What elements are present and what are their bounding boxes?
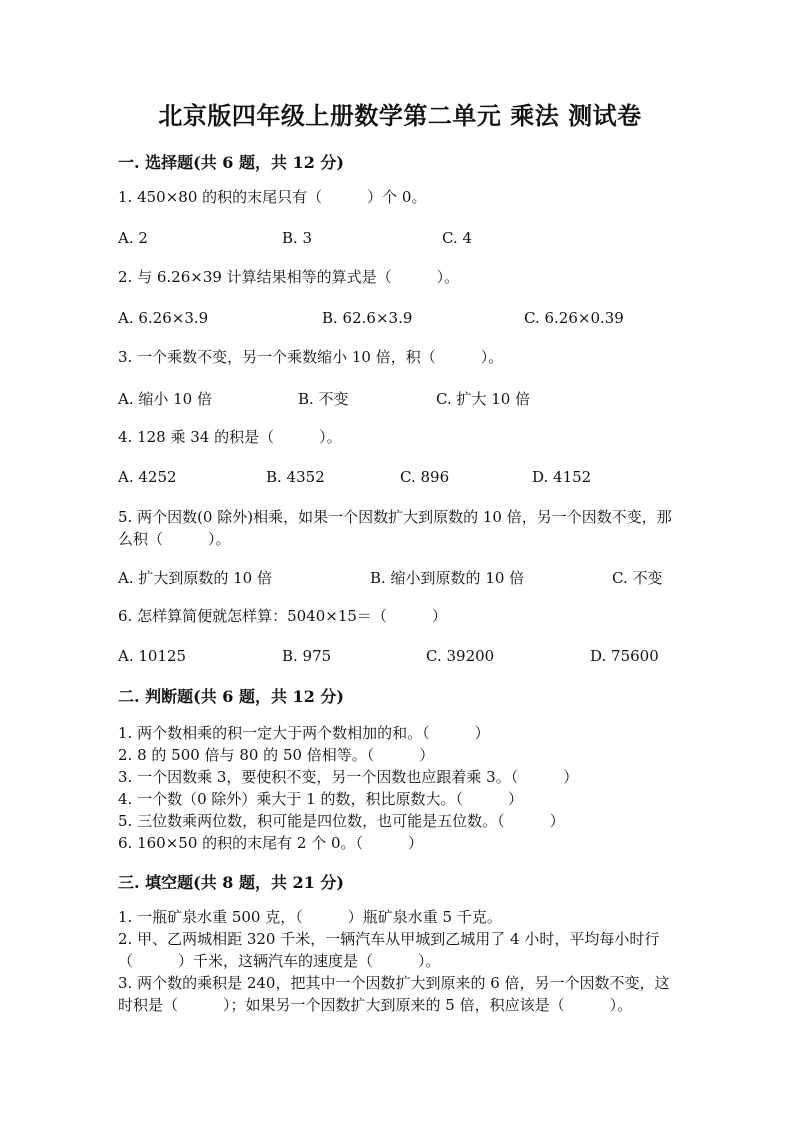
true-false-item-1: 1. 两个数相乘的积一定大于两个数相加的和。（ ） bbox=[118, 724, 490, 742]
choice-option-5b: B. 缩小到原数的 10 倍 bbox=[370, 569, 525, 587]
true-false-item-2: 2. 8 的 500 倍与 80 的 50 倍相等。（ ） bbox=[118, 746, 435, 764]
choice-question-3: 3. 一个乘数不变，另一个乘数缩小 10 倍，积（ ）。 bbox=[118, 348, 504, 366]
choice-option-4c: C. 896 bbox=[400, 468, 450, 486]
choice-option-6d: D. 75600 bbox=[590, 647, 659, 665]
exam-title: 北京版四年级上册数学第二单元 乘法 测试卷 bbox=[158, 101, 642, 130]
fill-blank-item-1: 1. 一瓶矿泉水重 500 克，（ ）瓶矿泉水重 5 千克。 bbox=[118, 908, 502, 926]
choice-question-6: 6. 怎样算简便就怎样算：5040×15＝（ ） bbox=[118, 607, 447, 625]
choice-option-3a: A. 缩小 10 倍 bbox=[118, 390, 212, 408]
true-false-item-3: 3. 一个因数乘 3，要使积不变，另一个因数也应跟着乘 3。（ ） bbox=[118, 768, 579, 786]
choice-option-6c: C. 39200 bbox=[426, 647, 495, 665]
choice-option-3c: C. 扩大 10 倍 bbox=[436, 390, 531, 408]
section-heading-choice: 一. 选择题(共 6 题，共 12 分) bbox=[118, 153, 344, 172]
choice-question-4: 4. 128 乘 34 的积是（ ）。 bbox=[118, 428, 342, 446]
choice-option-4a: A. 4252 bbox=[118, 468, 177, 486]
choice-option-6b: B. 975 bbox=[282, 647, 332, 665]
choice-option-3b: B. 不变 bbox=[298, 390, 349, 408]
choice-option-1b: B. 3 bbox=[282, 229, 313, 247]
true-false-item-6: 6. 160×50 的积的末尾有 2 个 0。（ ） bbox=[118, 834, 424, 852]
section-heading-fill-blank: 三. 填空题(共 8 题，共 21 分) bbox=[118, 873, 344, 892]
fill-blank-item-3: 3. 两个数的乘积是 240，把其中一个因数扩大到原来的 6 倍，另一个因数不变，这时积是（ ）；如果另一个因数扩大到原来的 5 倍，积应该是（ ）。 bbox=[118, 974, 670, 1014]
choice-option-2a: A. 6.26×3.9 bbox=[118, 309, 209, 327]
choice-option-4d: D. 4152 bbox=[532, 468, 592, 486]
choice-option-1c: C. 4 bbox=[442, 229, 473, 247]
choice-option-4b: B. 4352 bbox=[266, 468, 325, 486]
choice-question-1: 1. 450×80 的积的末尾只有（ ）个 0。 bbox=[118, 188, 427, 206]
true-false-item-5: 5. 三位数乘两位数，积可能是四位数，也可能是五位数。（ ） bbox=[118, 812, 565, 830]
choice-question-2: 2. 与 6.26×39 计算结果相等的算式是（ ）。 bbox=[118, 268, 460, 286]
true-false-item-4: 4. 一个数（0 除外）乘大于 1 的数，积比原数大。（ ） bbox=[118, 790, 523, 808]
choice-option-5c: C. 不变 bbox=[612, 569, 663, 587]
section-heading-true-false: 二. 判断题(共 6 题，共 12 分) bbox=[118, 687, 344, 706]
choice-question-5: 5. 两个因数(0 除外)相乘，如果一个因数扩大到原数的 10 倍，另一个因数不变，那么积（ ）。 bbox=[118, 508, 672, 548]
choice-option-2b: B. 62.6×3.9 bbox=[322, 309, 413, 327]
fill-blank-item-2: 2. 甲、乙两城相距 320 千米，一辆汽车从甲城到乙城用了 4 小时，平均每小时行（ ）千米，这辆汽车的速度是（ ）。 bbox=[118, 930, 660, 970]
choice-option-6a: A. 10125 bbox=[118, 647, 187, 665]
choice-option-2c: C. 6.26×0.39 bbox=[524, 309, 624, 327]
choice-option-1a: A. 2 bbox=[118, 229, 148, 247]
choice-option-5a: A. 扩大到原数的 10 倍 bbox=[118, 569, 272, 587]
